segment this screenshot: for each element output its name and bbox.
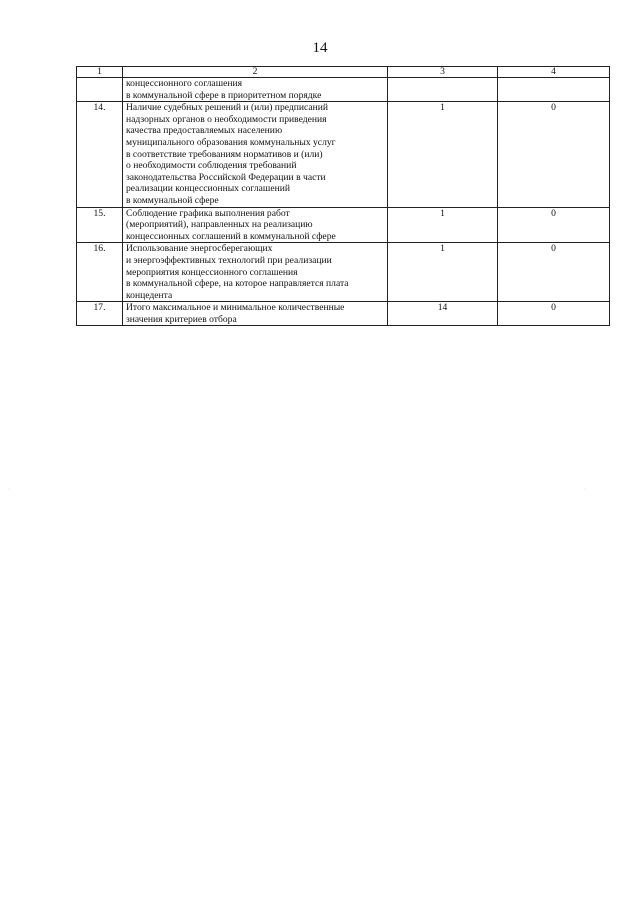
column-header-4: 4 [498, 67, 610, 78]
description-line: Итого максимальное и минимальное количественные [126, 302, 345, 314]
min-value: 0 [498, 102, 610, 207]
description-line: концессионного соглашения [126, 78, 243, 89]
column-header-1: 1 [77, 67, 123, 78]
max-value: 1 [388, 243, 498, 302]
max-value: 14 [388, 302, 498, 326]
criterion-description [123, 243, 388, 302]
page-number: 14 [312, 40, 328, 56]
table-row [77, 243, 610, 302]
row-number: 14. [77, 102, 123, 207]
table-row [77, 207, 610, 243]
description-line: значения критериев отбора [126, 313, 237, 325]
row-number: 15. [77, 207, 123, 243]
min-value: 0 [498, 207, 610, 243]
description-line: мероприятия концессионного соглашения [126, 266, 298, 278]
description-line: в коммунальной сфере [126, 194, 219, 206]
table-row [77, 302, 610, 326]
description-line: концедента [126, 289, 173, 301]
description-line: реализации концессионных соглашений [126, 183, 290, 195]
row-number: 16. [77, 243, 123, 302]
criterion-description [123, 78, 388, 102]
description-line: законодательства Российской Федерации в части [126, 171, 326, 183]
description-line: в коммунальной сфере в приоритетном порядке [126, 89, 322, 101]
criteria-table [76, 66, 610, 326]
description-line: концессионных соглашений в коммунальной сфере [126, 230, 336, 242]
row-number [77, 78, 123, 102]
description-line: (мероприятий), направленных на реализацию [126, 219, 313, 231]
description-line: муниципального образования коммунальных услуг [126, 136, 336, 148]
description-line: о необходимости соблюдения требований [126, 160, 297, 172]
description-line: Наличие судебных решений и (или) предписаний [126, 102, 329, 114]
margin-mark-left: · [8, 487, 10, 493]
max-value: 1 [388, 102, 498, 207]
criterion-description [123, 207, 388, 243]
description-line: Соблюдение графика выполнения работ [126, 207, 290, 219]
description-line: в коммунальной сфере, на которое направляется плата [126, 278, 349, 290]
row-number: 17. [77, 302, 123, 326]
description-line: Использование энергосберегающих [126, 243, 273, 255]
description-line: надзорных органов о необходимости приведения [126, 113, 327, 125]
criterion-description [123, 102, 388, 207]
min-value: 0 [498, 243, 610, 302]
column-header-3: 3 [388, 67, 498, 78]
max-value: 1 [388, 207, 498, 243]
max-value [388, 78, 498, 102]
description-line: качества предоставляемых населению [126, 125, 283, 137]
table-row [77, 102, 610, 207]
min-value: 0 [498, 302, 610, 326]
table-header-row [77, 67, 610, 78]
column-header-2: 2 [123, 67, 388, 78]
description-line: и энергоэффективных технологий при реализации [126, 254, 332, 266]
min-value [498, 78, 610, 102]
table-body [77, 78, 610, 326]
description-line: в соответствие требованиям нормативов и (или) [126, 148, 323, 160]
margin-mark-right: · [584, 487, 586, 493]
table-row [77, 78, 610, 102]
criterion-description [123, 302, 388, 326]
